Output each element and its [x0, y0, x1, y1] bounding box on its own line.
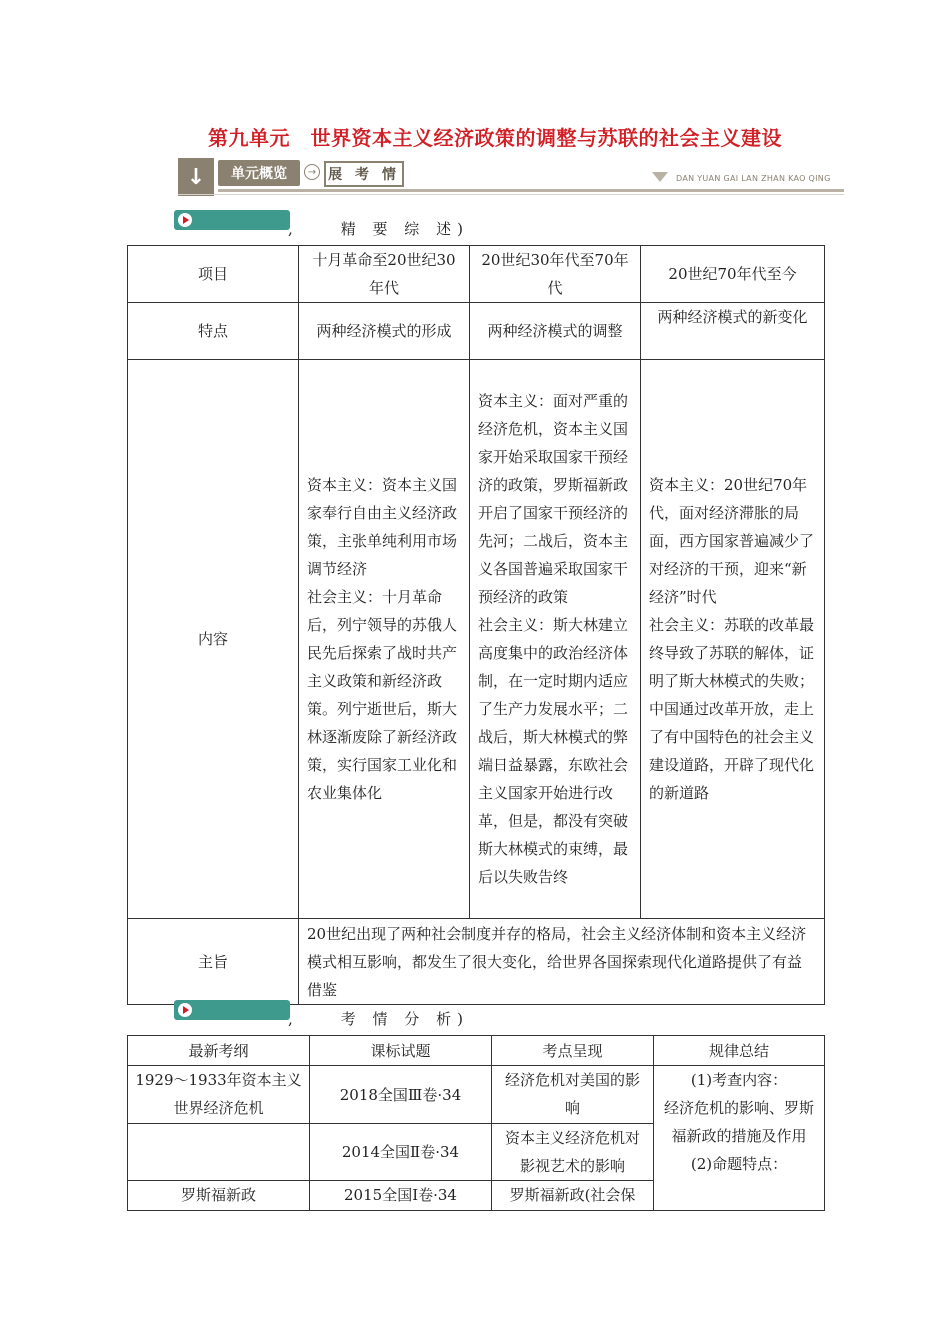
theme-label: 主旨 [128, 919, 299, 1005]
theme-text: 20世纪出现了两种社会制度并存的格局，社会主义经济体制和资本主义经济模式相互影响，都发生了很大变化，给世界各国探索现代化道路提供了有益借鉴 [299, 919, 825, 1005]
content-period-2: 资本主义：面对严重的经济危机，资本主义国家开始采取国家干预经济的政策，罗斯福新政开启了国家干预经济的先河；二战后，资本主义各国普遍采取国家干预经济的政策 社会主义：斯大林建立高度集中的政治经济体制，在一定时期内适应了生产力发展水平；二战后，斯大林模式的弊端日益暴露，东欧社会主义国家开始进行改革，但是，都没有突破斯大林模式的束缚，最后以失败告终 [470, 360, 641, 919]
exam-info-label: 展 考 情 [324, 161, 404, 187]
header-project: 项目 [128, 246, 299, 303]
header-period-3: 20世纪70年代至今 [641, 246, 825, 303]
page-title: 第九单元 世界资本主义经济政策的调整与苏联的社会主义建设 [208, 126, 782, 150]
play-icon [178, 1003, 192, 1017]
arrow-circle-icon: → [304, 164, 320, 180]
table-cell: 2015全国Ⅰ卷·34 [310, 1181, 492, 1211]
table-cell [128, 1124, 310, 1181]
table-cell: 经济危机对美国的影响 [492, 1066, 654, 1124]
section-heading-2: , 考 情 分 析) [288, 1010, 469, 1028]
feature-2: 两种经济模式的调整 [470, 303, 641, 360]
table-cell: 罗斯福新政 [128, 1181, 310, 1211]
table-cell: 2018全国Ⅲ卷·34 [310, 1066, 492, 1124]
summary-cell: (1)考查内容： 经济危机的影响、罗斯福新政的措施及作用 (2)命题特点： [654, 1066, 825, 1211]
section-marker-2 [174, 1000, 290, 1020]
down-arrow-icon: ↓ [178, 158, 214, 196]
content-period-3: 资本主义：20世纪70年代，面对经济滞胀的局面，西方国家普遍减少了对经济的干预，迎来“新经济”时代 社会主义：苏联的改革最终导致了苏联的解体，证明了斯大林模式的失败；中国通过改革开放，走上了有中国特色的社会主义建设道路，开辟了现代化的新道路 [641, 360, 825, 919]
unit-banner [178, 158, 844, 196]
feature-1: 两种经济模式的形成 [299, 303, 470, 360]
banner-rule [218, 189, 844, 192]
header-period-2: 20世纪30年代至70年代 [470, 246, 641, 303]
feature-3: 两种经济模式的新变化 [641, 303, 825, 360]
unit-overview-label: 单元概览 [218, 160, 300, 186]
header-points: 考点呈现 [492, 1036, 654, 1066]
content-label: 内容 [128, 360, 299, 919]
triangle-icon [652, 172, 668, 182]
exam-table [127, 1035, 825, 1211]
section-marker-1 [174, 210, 290, 230]
header-syllabus: 最新考纲 [128, 1036, 310, 1066]
banner-pinyin: DAN YUAN GAI LAN ZHAN KAO QING [676, 174, 831, 183]
banner-rule-thin [178, 194, 844, 195]
table-cell: 罗斯福新政(社会保 [492, 1181, 654, 1211]
content-period-1: 资本主义：资本主义国家奉行自由主义经济政策，主张单纯利用市场调节经济 社会主义：十月革命后，列宁领导的苏俄人民先后探索了战时共产主义政策和新经济政策。列宁逝世后，斯大林逐渐废除了新经济政策，实行国家工业化和农业集体化 [299, 360, 470, 919]
header-summary: 规律总结 [654, 1036, 825, 1066]
table-cell: 2014全国Ⅱ卷·34 [310, 1124, 492, 1181]
header-questions: 课标试题 [310, 1036, 492, 1066]
features-label: 特点 [128, 303, 299, 360]
header-period-1: 十月革命至20世纪30年代 [299, 246, 470, 303]
table-cell: 资本主义经济危机对影视艺术的影响 [492, 1124, 654, 1181]
summary-table [127, 245, 825, 1005]
table-cell: 1929～1933年资本主义世界经济危机 [128, 1066, 310, 1124]
play-icon [178, 213, 192, 227]
section-heading-1: , 精 要 综 述) [288, 220, 469, 238]
